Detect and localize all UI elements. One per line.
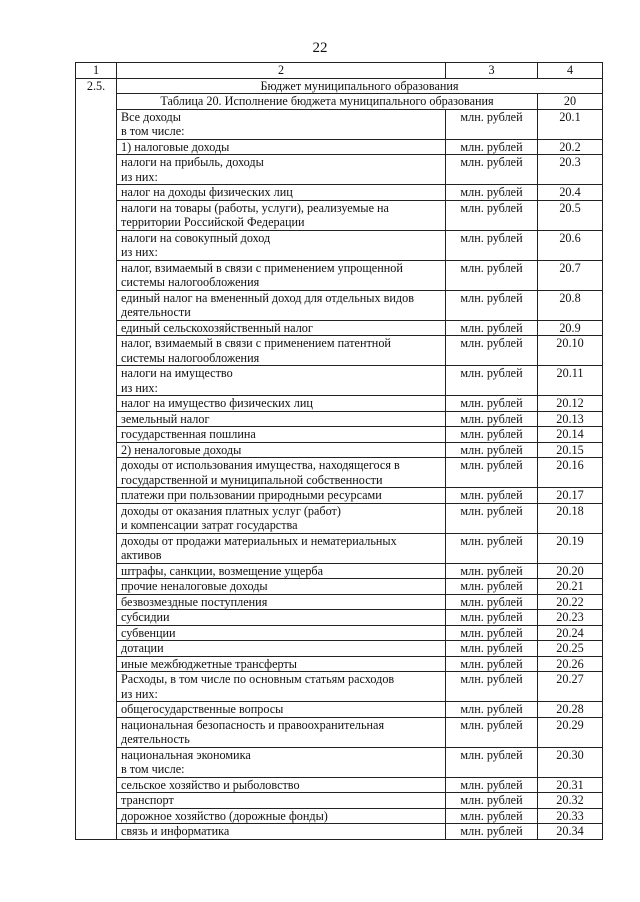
row-code: 20.28: [538, 702, 603, 718]
row-label-line: платежи при пользовании природными ресурсами: [121, 488, 382, 502]
row-unit: млн. рублей: [446, 793, 538, 809]
table-row: [76, 824, 603, 840]
row-label-line: деятельности: [121, 305, 191, 319]
table-row: [76, 155, 603, 185]
table-row: [76, 230, 603, 260]
row-code: 20.21: [538, 579, 603, 595]
row-label: [117, 747, 446, 777]
row-label: [117, 290, 446, 320]
row-label-line: 2) неналоговые доходы: [121, 442, 242, 457]
row-code: 20.3: [538, 155, 603, 185]
row-code: 20.8: [538, 290, 603, 320]
row-code: 20.33: [538, 808, 603, 824]
table-row: [76, 503, 603, 533]
row-label-line: из них:: [121, 686, 158, 701]
row-label-line: доходы от использования имущества, находящегося в: [121, 458, 400, 472]
row-unit: млн. рублей: [446, 717, 538, 747]
row-label: [117, 656, 446, 672]
row-unit: млн. рублей: [446, 260, 538, 290]
row-code: 20.24: [538, 625, 603, 641]
table-row: [76, 185, 603, 201]
row-unit: млн. рублей: [446, 533, 538, 563]
table-row: [76, 290, 603, 320]
table-row: [76, 533, 603, 563]
table-row: [76, 320, 603, 336]
row-label: [117, 594, 446, 610]
row-unit: млн. рублей: [446, 747, 538, 777]
section-number: 2.5.: [76, 78, 117, 839]
row-label-line: безвозмездные поступления: [121, 594, 268, 609]
row-unit: млн. рублей: [446, 594, 538, 610]
row-label-line: налог на имущество физических лиц: [121, 396, 313, 410]
row-unit: млн. рублей: [446, 109, 538, 139]
row-label: [117, 230, 446, 260]
row-label-line: налог на доходы физических лиц: [121, 185, 293, 199]
row-unit: млн. рублей: [446, 155, 538, 185]
row-label-line: Расходы, в том числе по основным статьям расходов: [121, 672, 395, 686]
table-row: [76, 260, 603, 290]
row-code: 20.14: [538, 427, 603, 443]
row-code: 20.22: [538, 594, 603, 610]
row-label: [117, 717, 446, 747]
row-label-line: субсидии: [121, 610, 170, 624]
table-row: [76, 109, 603, 139]
row-code: 20.32: [538, 793, 603, 809]
row-label: [117, 824, 446, 840]
row-label: [117, 793, 446, 809]
row-unit: млн. рублей: [446, 366, 538, 396]
row-unit: млн. рублей: [446, 200, 538, 230]
row-label-line: Все доходы: [121, 109, 181, 124]
row-label-line: единый налог на вмененный доход для отдельных видов: [121, 290, 414, 305]
table-row: [76, 777, 603, 793]
column-header-1: 1: [76, 63, 117, 79]
row-label-line: дорожное хозяйство (дорожные фонды): [121, 808, 328, 823]
row-label: [117, 411, 446, 427]
row-unit: млн. рублей: [446, 610, 538, 626]
row-unit: млн. рублей: [446, 563, 538, 579]
table-row: [76, 411, 603, 427]
row-label-line: дотации: [121, 641, 164, 655]
row-code: 20.30: [538, 747, 603, 777]
table-row: [76, 427, 603, 443]
row-code: 20.11: [538, 366, 603, 396]
row-label: [117, 336, 446, 366]
column-header-4: 4: [538, 63, 603, 79]
row-label: [117, 777, 446, 793]
row-unit: млн. рублей: [446, 320, 538, 336]
row-label-line: из них:: [121, 380, 158, 395]
row-code: 20.5: [538, 200, 603, 230]
row-unit: млн. рублей: [446, 458, 538, 488]
row-label: [117, 139, 446, 155]
row-label-line: 1) налоговые доходы: [121, 139, 230, 154]
row-label-line: активов: [121, 548, 162, 562]
row-label-line: налог, взимаемый в связи с применением упрощенной: [121, 260, 403, 275]
row-code: 20.23: [538, 610, 603, 626]
table-row: [76, 442, 603, 458]
column-header-row: [76, 63, 603, 79]
row-label-line: из них:: [121, 169, 158, 184]
row-label: [117, 533, 446, 563]
row-label: [117, 185, 446, 201]
row-unit: млн. рублей: [446, 702, 538, 718]
section-row: [76, 78, 603, 94]
row-unit: млн. рублей: [446, 139, 538, 155]
row-label-line: национальная экономика: [121, 747, 251, 762]
row-code: 20.7: [538, 260, 603, 290]
row-unit: млн. рублей: [446, 185, 538, 201]
row-unit: млн. рублей: [446, 427, 538, 443]
row-code: 20.1: [538, 109, 603, 139]
row-label-line: территории Российской Федерации: [121, 215, 305, 229]
row-label-line: транспорт: [121, 793, 174, 807]
table-row: [76, 336, 603, 366]
section-title: Бюджет муниципального образования: [117, 78, 603, 94]
row-label: [117, 109, 446, 139]
budget-table: [75, 62, 603, 840]
row-code: 20.10: [538, 336, 603, 366]
row-label-line: земельный налог: [121, 411, 210, 426]
row-label: [117, 488, 446, 504]
row-label: [117, 625, 446, 641]
row-label-line: налоги на товары (работы, услуги), реализуемые на: [121, 200, 389, 215]
column-header-3: 3: [446, 63, 538, 79]
row-code: 20.26: [538, 656, 603, 672]
row-label: [117, 155, 446, 185]
row-unit: млн. рублей: [446, 672, 538, 702]
row-label-line: налоги на прибыль, доходы: [121, 155, 264, 169]
row-unit: млн. рублей: [446, 579, 538, 595]
row-unit: млн. рублей: [446, 808, 538, 824]
table-row: [76, 594, 603, 610]
table-row: [76, 702, 603, 718]
row-label: [117, 260, 446, 290]
row-label: [117, 396, 446, 412]
row-code: 20.12: [538, 396, 603, 412]
row-unit: млн. рублей: [446, 656, 538, 672]
row-label-line: прочие неналоговые доходы: [121, 579, 268, 593]
row-label: [117, 579, 446, 595]
row-label: [117, 200, 446, 230]
row-label: [117, 503, 446, 533]
row-unit: млн. рублей: [446, 625, 538, 641]
row-label-line: системы налогообложения: [121, 275, 260, 289]
row-code: 20.4: [538, 185, 603, 201]
table-row: [76, 610, 603, 626]
row-label-line: системы налогообложения: [121, 350, 260, 365]
row-unit: млн. рублей: [446, 290, 538, 320]
table-row: [76, 458, 603, 488]
row-code: 20.6: [538, 230, 603, 260]
table-row: [76, 717, 603, 747]
row-label: [117, 610, 446, 626]
row-unit: млн. рублей: [446, 488, 538, 504]
row-unit: млн. рублей: [446, 824, 538, 840]
row-code: 20.18: [538, 503, 603, 533]
row-code: 20.13: [538, 411, 603, 427]
row-label-line: доходы от оказания платных услуг (работ): [121, 503, 341, 518]
table-row: [76, 747, 603, 777]
row-label-line: единый сельскохозяйственный налог: [121, 320, 313, 335]
table-row: [76, 366, 603, 396]
table-row: [76, 563, 603, 579]
row-label-line: из них:: [121, 245, 158, 259]
table-row: [76, 139, 603, 155]
row-label-line: деятельность: [121, 732, 190, 746]
row-label-line: штрафы, санкции, возмещение ущерба: [121, 563, 324, 578]
row-code: 20.19: [538, 533, 603, 563]
table-title-row: [76, 94, 603, 110]
row-label-line: доходы от продажи материальных и нематериальных: [121, 533, 397, 548]
table-code: 20: [538, 94, 603, 110]
table-row: [76, 808, 603, 824]
row-label: [117, 458, 446, 488]
row-unit: млн. рублей: [446, 396, 538, 412]
row-unit: млн. рублей: [446, 442, 538, 458]
row-label: [117, 427, 446, 443]
row-unit: млн. рублей: [446, 641, 538, 657]
row-code: 20.2: [538, 139, 603, 155]
row-label-line: иные межбюджетные трансферты: [121, 656, 297, 671]
row-label-line: государственная пошлина: [121, 427, 256, 441]
row-label-line: налоги на имущество: [121, 366, 233, 380]
table-row: [76, 625, 603, 641]
row-code: 20.9: [538, 320, 603, 336]
row-code: 20.34: [538, 824, 603, 840]
row-label: [117, 808, 446, 824]
column-header-2: 2: [117, 63, 446, 79]
row-label-line: сельское хозяйство и рыболовство: [121, 777, 300, 792]
row-label: [117, 320, 446, 336]
row-unit: млн. рублей: [446, 230, 538, 260]
budget-table-body: [76, 63, 603, 840]
row-unit: млн. рублей: [446, 777, 538, 793]
table-row: [76, 579, 603, 595]
row-label-line: в том числе:: [121, 124, 185, 138]
row-label: [117, 641, 446, 657]
row-label: [117, 702, 446, 718]
row-label-line: налоги на совокупный доход: [121, 230, 271, 245]
row-code: 20.16: [538, 458, 603, 488]
row-unit: млн. рублей: [446, 336, 538, 366]
row-unit: млн. рублей: [446, 503, 538, 533]
table-row: [76, 672, 603, 702]
row-code: 20.17: [538, 488, 603, 504]
row-label: [117, 672, 446, 702]
table-row: [76, 200, 603, 230]
row-code: 20.20: [538, 563, 603, 579]
row-code: 20.31: [538, 777, 603, 793]
row-label-line: в том числе:: [121, 762, 185, 776]
page-number: 22: [312, 40, 328, 56]
row-label-line: государственной и муниципальной собственности: [121, 472, 383, 487]
table-row: [76, 656, 603, 672]
table-row: [76, 488, 603, 504]
table-title: Таблица 20. Исполнение бюджета муниципального образования: [117, 94, 538, 110]
row-unit: млн. рублей: [446, 411, 538, 427]
row-label: [117, 366, 446, 396]
row-label-line: и компенсации затрат государства: [121, 518, 298, 532]
row-code: 20.29: [538, 717, 603, 747]
row-label-line: национальная безопасность и правоохранительная: [121, 717, 385, 732]
table-row: [76, 396, 603, 412]
table-row: [76, 793, 603, 809]
row-label: [117, 442, 446, 458]
row-label: [117, 563, 446, 579]
row-label-line: связь и информатика: [121, 824, 230, 838]
table-row: [76, 641, 603, 657]
row-code: 20.27: [538, 672, 603, 702]
row-label-line: общегосударственные вопросы: [121, 702, 284, 716]
row-label-line: субвенции: [121, 625, 176, 640]
row-label-line: налог, взимаемый в связи с применением патентной: [121, 336, 391, 350]
row-code: 20.25: [538, 641, 603, 657]
row-code: 20.15: [538, 442, 603, 458]
